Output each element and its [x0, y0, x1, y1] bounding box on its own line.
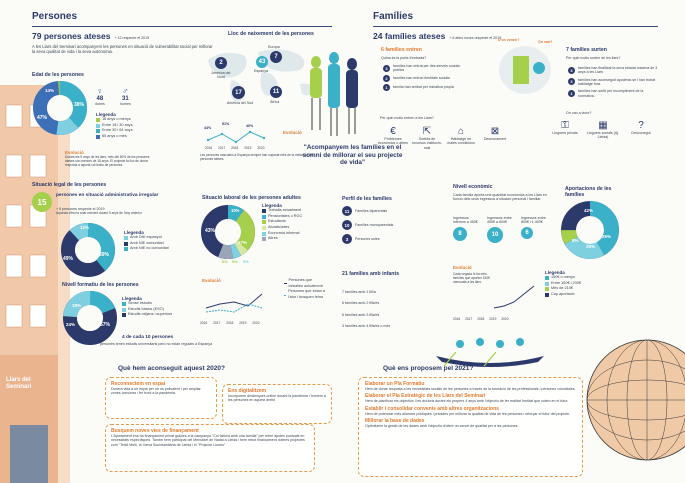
families-count: 24 famílies ateses: [373, 31, 446, 41]
origen-n-5: 11: [270, 86, 282, 98]
sphere-building-illustration: [585, 300, 685, 483]
origen-pct-2: 51%: [222, 122, 230, 126]
proposem-1-desc: Hem de donar resposta a les necessitats socials de les persones a través de la formació de les professionals i persones voluntàries.: [365, 387, 576, 391]
edat-pct-2: 14%: [45, 88, 55, 93]
edat-legend-1: 18 anys o menys: [102, 117, 131, 121]
proposem-3-title: Establir i consolidar convenis amb altres organitzacions: [365, 405, 499, 412]
laboral-legend-3: Estudiants: [268, 219, 286, 224]
male-icon: ♂: [122, 86, 129, 96]
persones-count: 79 persones ateses: [32, 31, 111, 41]
formatiu-legend-title: Llegenda: [122, 296, 142, 301]
building-icon: ▦: [598, 120, 608, 131]
key-icon: ⚿: [561, 120, 569, 131]
mean-age-women: 48: [96, 96, 104, 102]
female-icon: ♀: [96, 86, 104, 96]
proposem-2-desc: Hem de planificar els objectius i les accions durant els propers 4 anys amb l'objectiu de fer realitat l'entitat que volem en el futur.: [365, 399, 569, 404]
univ-stat: 4 de cada 10 persones: [122, 335, 174, 340]
legal-legend-3: Amb NIE no comunitari: [130, 246, 170, 251]
surten-text-2: famílies han aconseguit apoderar-se i han trobat habitatge fora.: [578, 77, 656, 86]
origen-n-4: 17: [232, 86, 245, 99]
motiu-3: Habitatge en males condicions: [447, 137, 475, 146]
laboral-pct-5: 5%: [232, 259, 238, 264]
aport-legend-title: Llegenda: [545, 270, 565, 275]
desti-3: Desconegut: [631, 131, 651, 135]
edat-legend-title: Llegenda: [96, 112, 116, 117]
econ-bar-label-3: Ingressos entre 800€ i 1.400€: [521, 216, 546, 225]
surten-text-3: famílies han sortit per incompliment de la normativa.: [578, 89, 644, 98]
laboral-evolution-chart: [198, 284, 282, 320]
infants-title: 21 famílies amb infants: [342, 271, 400, 277]
formatiu-pct-3: 57%: [100, 322, 111, 328]
formatiu-pct-1: 19%: [72, 303, 82, 308]
money-icon: €: [390, 126, 396, 137]
perfil-text-1: Famílies biparentals: [355, 208, 388, 213]
house-icon: ⌂: [457, 126, 465, 137]
origen-n-1: 2: [215, 57, 227, 69]
eviction-icon: ⊠: [490, 126, 500, 137]
econ-bar-n-2: 10: [487, 227, 503, 243]
econ-evolucio-note: Cada vegada hi ha més famílies que aporten 150€ mensuals a les llars.: [453, 272, 490, 284]
entren-n-3: 1: [383, 84, 390, 91]
econ-evolution-chart: [490, 280, 540, 314]
irregular-note: Aquesta xifra ha anat creixent durant 5 anys de l'any anterior: [56, 211, 142, 215]
irregular-label: persones en situació administrativa irregular: [56, 193, 159, 198]
laboral-evo-legend-1: Persones que treballen actualment: [288, 278, 323, 288]
laboral-evolucio-label: Evolució: [202, 278, 221, 283]
rowing-boat-illustration: [430, 330, 550, 370]
surten-n-3: 1: [568, 90, 575, 97]
motiu-1: Problemes econòmics o altres: [378, 137, 408, 146]
perfil-n-2: 10: [342, 220, 352, 230]
edat-pct-4: 47%: [37, 115, 48, 121]
persones-title: Persones: [32, 11, 78, 22]
laboral-legend-6: Altres: [268, 236, 278, 241]
infants-2: 6 famílies amb 2 fills/es: [342, 301, 380, 306]
formatiu-legend-2: Estudis bàsics (ESO): [128, 306, 164, 311]
aport-pct-1: 42%: [584, 208, 594, 213]
formatiu-donut: [62, 290, 118, 346]
econ-year-1: 2016: [453, 317, 461, 321]
edat-pct-1: 1%: [40, 82, 46, 86]
aport-title: Aportacions de les famílies: [565, 186, 612, 198]
univ-note: persones tenen estudis universitaris però no estan regulats a Espanya: [100, 342, 213, 346]
origen-n-3: 43: [256, 56, 268, 68]
families-delta: + 6 altes noves respecte el 2019: [449, 36, 502, 40]
origen-year-1: 2016: [205, 146, 213, 150]
mean-age-men: 31: [122, 96, 129, 102]
perfil-n-3: 3: [342, 234, 352, 244]
origen-label-4: Amèrica del Sud: [226, 101, 254, 105]
aport-legend-2: Entre 150€ i 200€: [551, 280, 581, 285]
econ-year-5: 2020: [501, 317, 509, 321]
aconseguit-card-3-desc: L'Ajuntament ens ha finançament privat gràcies a la campanya "Col·labora amb una família" per rebre ajudes puntuals en necessitats específiques. També hem participat del Mercadet de Nadal a Lleida i hem rebut finançament d'altres projectes com "Teixit Mutli, la Xarxa Sociosanitària de Lleida i el "Projecte Llunes": [111, 434, 305, 447]
origen-note: Les persones nascudes a Espanya sempre han suposat més de la meitat de les persones ateses.: [200, 153, 314, 161]
laboral-pct-6: 9%: [243, 259, 249, 264]
motiu-4: Desnonament: [483, 137, 507, 141]
origen-title: Lloc de naixement de les persones: [228, 31, 314, 37]
aport-pct-2: 25%: [602, 234, 612, 239]
entren-text-1: famílies han entrat per des serveis socials públics: [393, 64, 460, 73]
entren-label-from: D'on venen?: [498, 38, 520, 42]
question-icon: ?: [638, 120, 644, 131]
edat-legend-4: 65 anys o més: [102, 134, 127, 139]
laboral-year-3: 2018: [226, 321, 234, 325]
desti-2: Lloguers socials (Aj. Lleida): [586, 131, 620, 140]
origen-label-2: Europa: [268, 45, 280, 49]
econ-bar-n-1: 8: [453, 227, 467, 241]
formatiu-legend-3: Estudis mitjans i superiors: [128, 312, 173, 317]
mean-age-women-label: dones: [95, 102, 105, 106]
laboral-legend-2: Pensionistes o RGC: [268, 213, 303, 218]
exit-icon: ⇱: [422, 126, 432, 137]
laboral-year-1: 2016: [200, 321, 208, 325]
entren-question: Quina és la porta d'entrada?: [381, 56, 427, 60]
formatiu-title: Nivell formatiu de les persones: [62, 282, 139, 288]
building-label: Llars del Seminari: [6, 377, 32, 390]
legal-pct-3: 39%: [99, 252, 110, 258]
proposem-4-desc: Optimitzem la gestió de les dades amb l'objectiu d'oferir un servei de qualitat per a les persones.: [365, 423, 519, 428]
entren-text-2: famílies han entrat d'entitats socials: [393, 75, 450, 80]
surten-n-1: 3: [568, 67, 575, 74]
aconseguit-card-2-desc: Incorporem dinàmiques online durant la pandèmia i formem a les persones en aquest àmbit: [228, 394, 326, 403]
families-title: Famílies: [373, 11, 414, 22]
building-illustration: [0, 85, 70, 483]
formatiu-pct-2: 24%: [66, 322, 76, 327]
origen-year-5: 2020: [257, 146, 265, 150]
infants-1: 7 famílies amb 1 fill/a: [342, 290, 376, 294]
motiu-2: Sortida de recursos institucio-nals: [412, 137, 442, 150]
entren-label-to: On van?: [538, 40, 553, 44]
origen-label-3: Espanya: [254, 69, 268, 73]
laboral-pct-4: 5%: [222, 259, 228, 264]
perfil-title: Perfil de les famílies: [342, 196, 392, 202]
econ-year-4: 2019: [489, 317, 497, 321]
irregular-n: 15: [32, 192, 52, 212]
infants-4: 3 famílies amb 4 fills/es o més: [342, 323, 391, 328]
legal-pct-1: 12%: [80, 225, 90, 230]
origen-evolution-chart: [200, 120, 280, 156]
legal-title: Situació legal de les persones: [32, 182, 107, 188]
laboral-legend-title: Llegenda: [262, 203, 282, 208]
aconseguit-title: Què hem aconseguit aquest 2020?: [118, 365, 225, 372]
proposem-card: [358, 377, 583, 477]
legal-pct-2: 49%: [63, 256, 74, 262]
edat-evolucio-label: Evolució: [65, 150, 84, 155]
aconseguit-card-1-title: Reconnectem en espai: [111, 381, 166, 387]
surten-title: 7 famílies surten: [566, 47, 607, 53]
entren-n-1: 3: [383, 65, 390, 72]
edat-evolucio-note: Durant els 5 anys de les llars, més del 50% de les persones ateses són menors de 18 anys. El projecte fa lloc de donar resposta a aquest col·lectiu de persones.: [65, 155, 150, 167]
laboral-legend-4: Aturats/ades: [268, 225, 290, 230]
aconseguit-card-3-title: Busquem noves vies de finançament: [111, 428, 199, 434]
quote: "Acompanyem les famílies en el somni de millorar el seu projecte de vida": [302, 144, 403, 167]
perfil-text-3: Persones soles: [355, 236, 380, 241]
door-illustration: [495, 40, 555, 98]
proposem-title: Què ens proposem pel 2021?: [383, 365, 474, 372]
edat-legend-2: Entre 18 i 30 anys: [102, 122, 133, 127]
desti-1: Lloguers privats: [552, 131, 578, 135]
on-van-label: On van a viure?: [566, 111, 592, 115]
laboral-year-2: 2017: [213, 321, 221, 325]
laboral-legend-5: Economia informal: [268, 230, 300, 235]
aport-legend-4: Cap aportació: [551, 292, 575, 297]
origen-pct-3: 40%: [246, 124, 254, 128]
entren-text-3: família han arribat per iniciativa pròpia: [393, 84, 454, 89]
aconseguit-card-2: [222, 384, 332, 424]
aconseguit-card-1-desc: Donem vida a un espai per un ús polivalent i per ampliar zones comunes i fer front a la pandèmia.: [111, 387, 201, 396]
legal-legend-2: Amb NIE comunitari: [130, 240, 164, 245]
laboral-year-5: 2020: [252, 321, 260, 325]
aport-legend-1: 150€ o menys: [551, 275, 575, 279]
legal-donut: [60, 222, 116, 278]
laboral-evo-legend-2: Persones que estan a l'atur i busquen feina: [288, 289, 326, 300]
edat-donut: [32, 80, 88, 136]
motiu-question: Per quin motiu entren a les Llars?: [380, 116, 434, 120]
persones-delta: + 12 respecte el 2019: [114, 36, 150, 40]
origen-year-4: 2019: [244, 146, 252, 150]
aconseguit-card-1: [105, 377, 217, 419]
legal-legend-1: Amb DNI espanyol: [130, 235, 162, 239]
aconseguit-card-3: [105, 424, 315, 472]
surten-text-1: famílies han finalitzat la seva estada màxima de 3 anys a les Llars: [578, 66, 658, 75]
laboral-pct-3: 27%: [238, 240, 248, 245]
origen-year-2: 2017: [218, 146, 226, 150]
econ-bar-n-3: 6: [521, 227, 533, 239]
aport-legend-3: Més de 210€: [551, 286, 573, 291]
entren-n-2: 2: [383, 75, 390, 82]
origen-label-5: Àfrica: [270, 100, 280, 104]
proposem-1-title: Elaborar un Pla Formatiu: [365, 381, 425, 387]
edat-pct-3: 38%: [74, 102, 85, 108]
proposem-3-desc: Hem de potenciar més aliances públiques i privades per millorar la qualitat de vida de les persones i reforçar el futur del projecte.: [365, 411, 571, 416]
persones-intro: A les Llars del Seminari acompanyem les persones en situació de vulnerabilitat social per millorar la seva qualitat de vida i la seva autonomia.: [32, 44, 213, 55]
laboral-title: Situació laboral de les persones adultes: [202, 195, 301, 201]
entren-title: 6 famílies entren: [381, 47, 422, 53]
laboral-year-4: 2019: [239, 321, 247, 325]
infants-3: 6 famílies amb 3 fills/es: [342, 312, 380, 317]
edat-title: Edat de les persones: [32, 72, 84, 78]
laboral-pct-1: 43%: [205, 228, 216, 234]
surten-n-2: 3: [568, 78, 575, 85]
irregular-delta: + 8 persones respecte el 2019: [56, 207, 105, 211]
origen-n-2: 7: [270, 51, 282, 63]
econ-title: Nivell econòmic: [453, 184, 493, 190]
origen-pct-1: 44%: [204, 126, 212, 130]
edat-legend-3: Entre 30 i 64 anys: [102, 128, 133, 133]
surten-question: Per quin motiu surten de les llars?: [566, 56, 621, 60]
origen-evolucio-label: Evolució: [283, 130, 302, 135]
econ-text: Cada família aporta una quantitat econòmica a les Llars en funció dels seus ingressos a situació personal i familiar.: [453, 193, 547, 202]
econ-year-2: 2017: [465, 317, 473, 321]
family-illustration: [300, 50, 370, 140]
origen-label-1: Amèrica del Nord: [211, 71, 231, 80]
laboral-pct-2: 10%: [231, 208, 240, 213]
econ-bar-label-1: Ingressos inferiors a 450€: [453, 216, 478, 225]
aport-pct-3: 8%: [572, 238, 579, 243]
perfil-n-1: 11: [342, 206, 352, 216]
mean-age-men-label: homes: [120, 102, 131, 106]
econ-bar-label-2: Ingressos entre 450€ a 800€: [487, 216, 512, 225]
formatiu-legend-1: Sense estudis: [128, 301, 152, 305]
laboral-legend-1: Treballa actualment: [268, 208, 302, 212]
legal-legend-title: Llegenda: [124, 230, 144, 235]
aconseguit-card-2-title: Ens digitalitzem: [228, 388, 267, 394]
econ-evolucio-label: Evolució: [453, 265, 472, 270]
aport-pct-4: 25%: [586, 244, 596, 249]
proposem-4-title: Millorar la base de dades: [365, 417, 425, 424]
proposem-2-title: Elaborar el Pla Estratègic de les Llars del Seminari: [365, 393, 486, 400]
origen-year-3: 2018: [231, 146, 239, 150]
perfil-text-2: Famílies monoparentals: [355, 222, 394, 227]
econ-year-3: 2018: [477, 317, 485, 321]
